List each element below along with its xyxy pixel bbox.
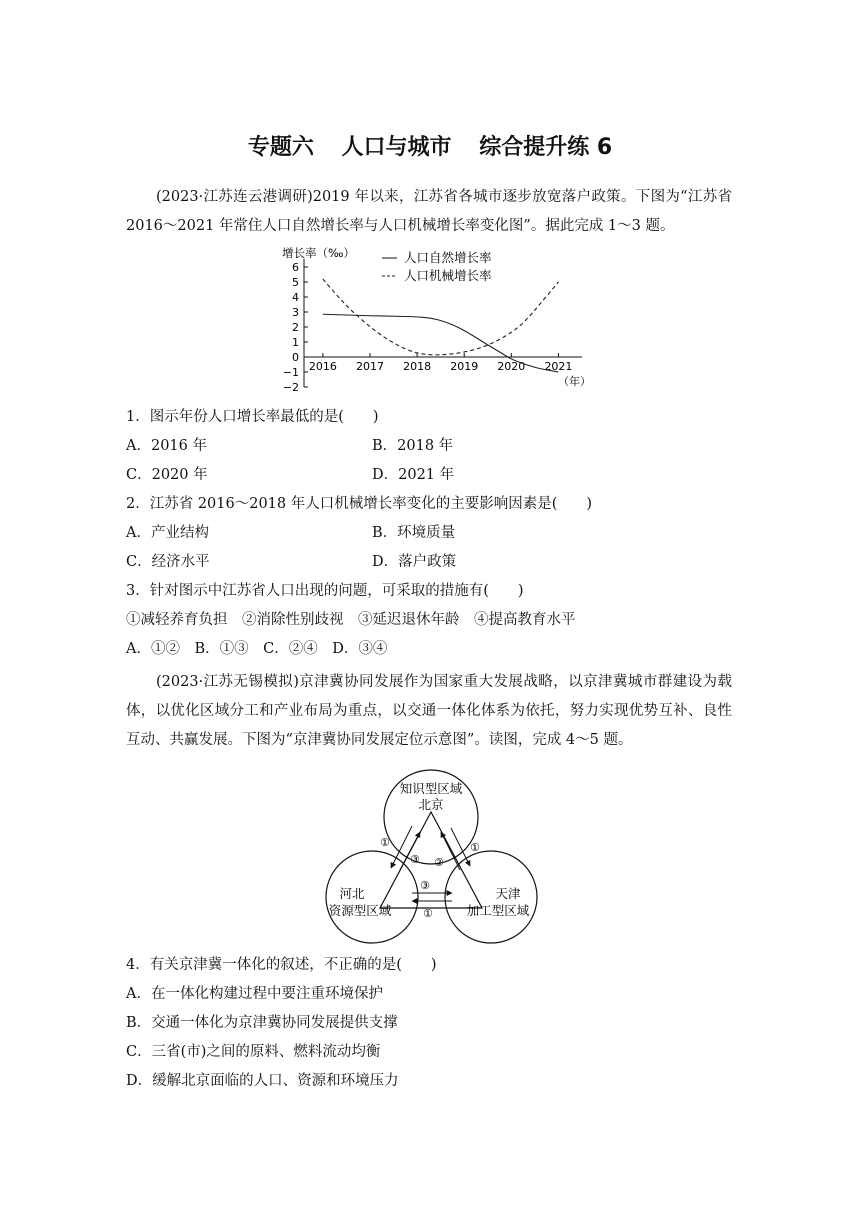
beijing-label-type: 知识型区域	[399, 781, 463, 796]
chart-series	[323, 279, 559, 372]
q1-option-c: C．2020 年	[126, 467, 208, 483]
page-title	[0, 130, 860, 161]
legend-label-2: 人口机械增长率	[404, 268, 492, 283]
q2-option-c: C．经济水平	[126, 554, 210, 570]
q4-option-d: D．缓解北京面临的人口、资源和环境压力	[126, 1073, 399, 1089]
tianjin-label-name: 天津	[495, 886, 521, 901]
question-3-stem: 3．针对图示中江苏省人口出现的问题，可采取的措施有( )	[126, 583, 524, 599]
beijing-label-name: 北京	[418, 797, 444, 812]
q3-statement-list: ①减轻养育负担 ②消除性别歧视 ③延迟退休年龄 ④提高教育水平	[126, 612, 576, 628]
y-tick-label: 0	[292, 351, 299, 364]
legend-label-1: 人口自然增长率	[404, 250, 492, 265]
q4-option-a: A．在一体化构建过程中要注重环境保护	[126, 986, 383, 1002]
question-2-stem: 2．江苏省 2016～2018 年人口机械增长率变化的主要影响因素是( )	[126, 496, 593, 512]
x-tick-label: 2018	[403, 360, 432, 373]
q1-option-a: A．2016 年	[126, 438, 207, 454]
tianjin-label-type: 加工型区域	[466, 903, 530, 918]
question-4-stem: 4．有关京津冀一体化的叙述，不正确的是( )	[126, 957, 437, 973]
x-tick-label: 2021	[544, 360, 573, 373]
y-tick-label: 3	[292, 306, 299, 319]
q4-option-c: C．三省(市)之间的原料、燃料流动均衡	[126, 1044, 381, 1060]
marker-1-bottom: ①	[423, 907, 433, 920]
y-tick-label: 2	[292, 321, 299, 334]
x-tick-label: 2019	[450, 360, 479, 373]
y-tick-label: −1	[282, 366, 299, 379]
y-tick-label: 1	[292, 336, 299, 349]
marker-3-bottom: ③	[420, 879, 430, 892]
q2-option-a: A．产业结构	[126, 525, 209, 541]
intro-paragraph-1: (2023·江苏连云港调研)2019 年以来，江苏省各城市逐步放宽落户政策。下图为“江苏省 2016～2021 年常住人口自然增长率与人口机械增长率变化图”。据此完成 1～3 题。	[126, 189, 732, 234]
y-tick-label: 5	[292, 276, 299, 289]
x-tick-label: 2017	[355, 360, 384, 373]
y-axis-label: 增长率（‰）	[282, 246, 355, 260]
chart-legend	[382, 250, 492, 283]
x-tick-label: 2020	[497, 360, 526, 373]
title-subject: 人口与城市	[341, 135, 452, 160]
intro-paragraph-2: (2023·江苏无锡模拟)京津冀协同发展作为国家重大发展战略，以京津冀城市群建设为载体，以优化区域分工和产业布局为重点，以交通一体化体系为依托，努力实现优势互补、良性互动、共赢发展。下图为“京津冀协同发展定位示意图”。读图，完成 4～5 题。	[126, 674, 732, 748]
x-axis-label: （年）	[558, 375, 591, 388]
title-topic: 专题六	[247, 135, 314, 160]
title-practice: 综合提升练 6	[479, 135, 613, 160]
marker-2-right: ②	[434, 856, 444, 869]
hebei-label-name: 河北	[339, 886, 365, 901]
y-tick-label: −2	[282, 381, 299, 394]
q1-option-d: D．2021 年	[372, 467, 455, 483]
y-tick-label: 4	[292, 291, 299, 304]
growth-rate-chart	[270, 240, 600, 400]
question-1-stem: 1．图示年份人口增长率最低的是( )	[126, 409, 379, 425]
y-tick-label: 6	[292, 261, 299, 274]
marker-1-left: ①	[380, 836, 390, 849]
q1-option-b: B．2018 年	[372, 438, 454, 454]
series-line-2	[323, 279, 559, 355]
x-tick-label: 2016	[308, 360, 337, 373]
hebei-label-type: 资源型区域	[328, 903, 392, 918]
marker-1-right: ①	[470, 841, 480, 854]
q3-options: A．①② B．①③ C．②④ D．③④	[126, 641, 388, 657]
jingjinji-diagram	[320, 760, 540, 950]
q4-option-b: B．交通一体化为京津冀协同发展提供支撑	[126, 1015, 398, 1031]
q2-option-b: B．环境质量	[372, 525, 456, 541]
q2-option-d: D．落户政策	[372, 554, 457, 570]
marker-3-left: ③	[410, 853, 420, 866]
